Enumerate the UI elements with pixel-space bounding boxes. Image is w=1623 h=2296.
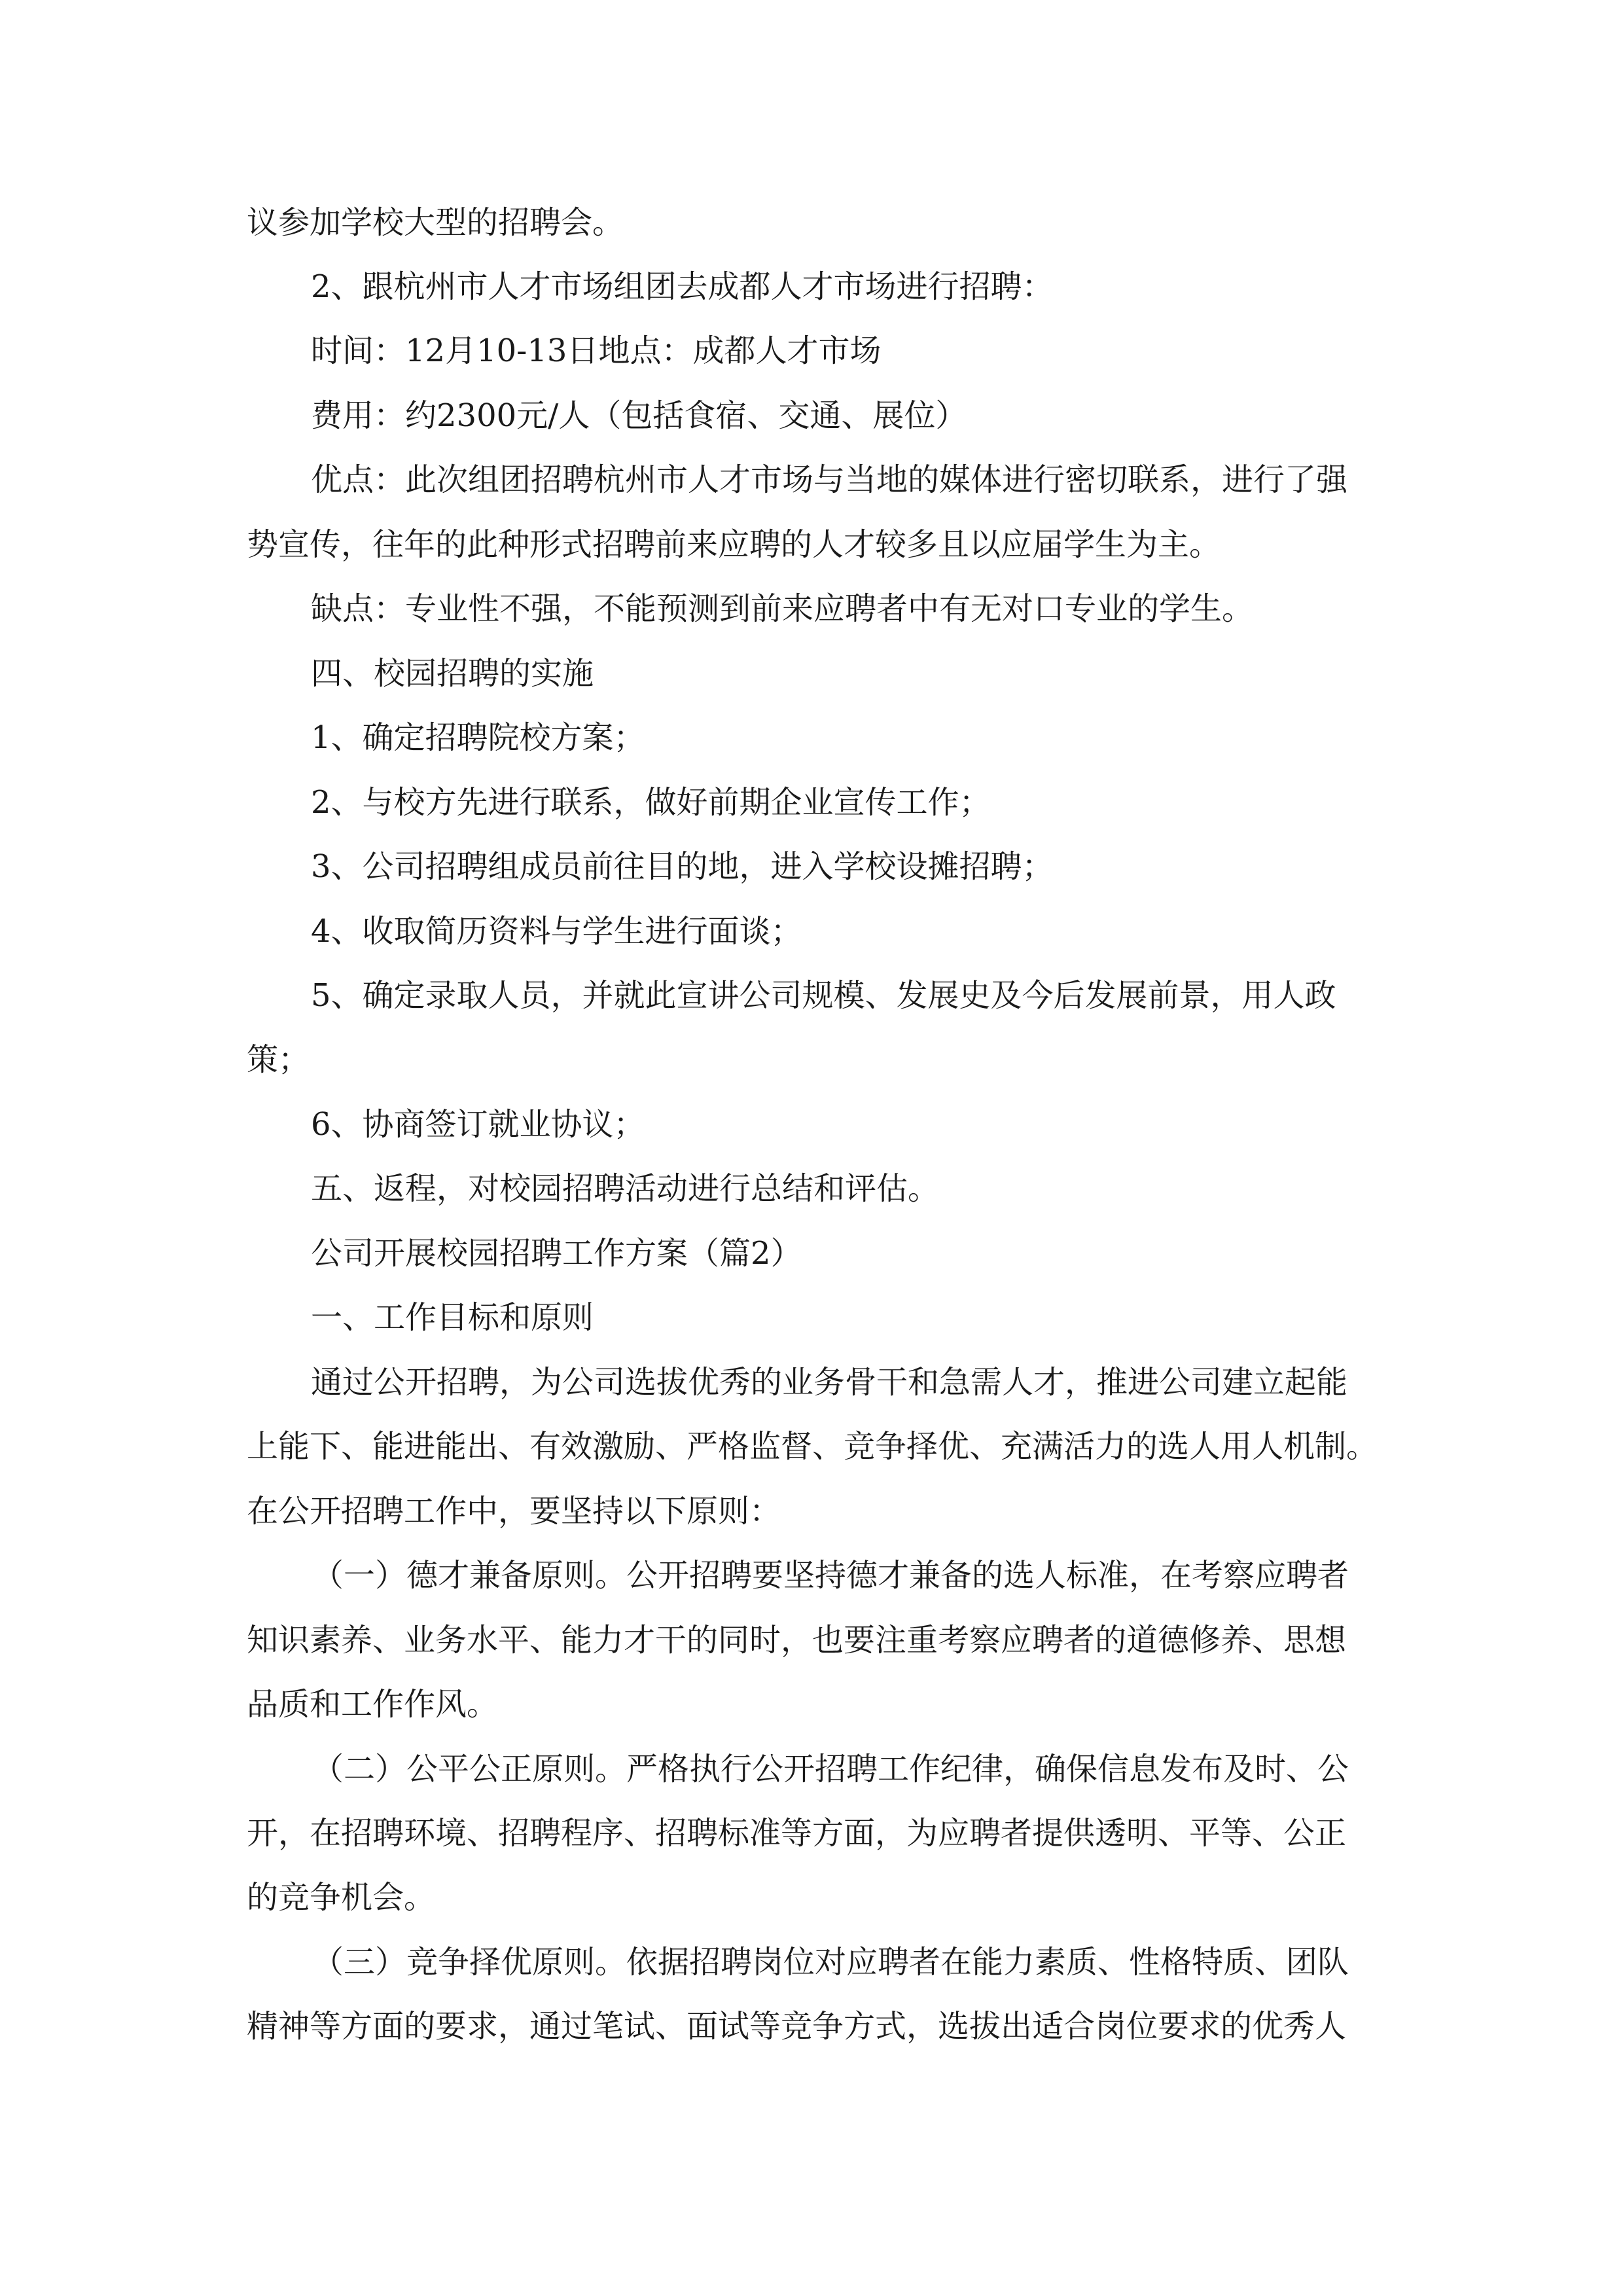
- section-heading: 一、工作目标和原则: [311, 1299, 594, 1336]
- text-line: 时间：12月10-13日地点：成都人才市场: [311, 332, 882, 369]
- text-line: 优点：此次组团招聘杭州市人才市场与当地的媒体进行密切联系，进行了强: [311, 461, 1348, 498]
- text-line: 1、确定招聘院校方案；: [311, 719, 645, 756]
- text-line: 4、收取简历资料与学生进行面谈；: [311, 913, 802, 950]
- text-line: （二）公平公正原则。严格执行公开招聘工作纪律，确保信息发布及时、公: [312, 1751, 1349, 1787]
- text-line: 2、跟杭州市人才市场组团去成都人才市场进行招聘：: [311, 268, 1054, 305]
- text-line: 费用：约2300元/人（包括食宿、交通、展位）: [311, 397, 967, 434]
- text-line: 势宣传，往年的此种形式招聘前来应聘的人才较多且以应届学生为主。: [247, 526, 1221, 563]
- text-line: 缺点：专业性不强，不能预测到前来应聘者中有无对口专业的学生。: [311, 590, 1254, 627]
- text-line: 精神等方面的要求，通过笔试、面试等竞争方式，选拔出适合岗位要求的优秀人: [247, 2008, 1347, 2045]
- text-line: 策；: [247, 1041, 310, 1078]
- text-line: 的竞争机会。: [247, 1879, 436, 1916]
- text-line: 品质和工作作风。: [247, 1686, 499, 1723]
- section-heading: 五、返程，对校园招聘活动进行总结和评估。: [311, 1170, 940, 1207]
- text-line: 知识素养、业务水平、能力才干的同时，也要注重考察应聘者的道德修养、思想: [247, 1622, 1347, 1659]
- text-line: 2、与校方先进行联系，做好前期企业宣传工作；: [311, 784, 991, 821]
- text-line: 开，在招聘环境、招聘程序、招聘标准等方面，为应聘者提供透明、平等、公正: [247, 1815, 1347, 1852]
- text-line: 3、公司招聘组成员前往目的地，进入学校设摊招聘；: [311, 848, 1054, 885]
- section-heading: 四、校园招聘的实施: [311, 655, 594, 692]
- document-title: 公司开展校园招聘工作方案（篇2）: [311, 1235, 802, 1272]
- text-line: 6、协商签订就业协议；: [311, 1106, 645, 1143]
- text-line: 通过公开招聘，为公司选拔优秀的业务骨干和急需人才，推进公司建立起能: [311, 1364, 1348, 1401]
- text-line: （一）德才兼备原则。公开招聘要坚持德才兼备的选人标准，在考察应聘者: [312, 1557, 1349, 1594]
- text-line: 上能下、能进能出、有效激励、严格监督、竞争择优、充满活力的选人用人机制。: [247, 1428, 1378, 1465]
- text-line: （三）竞争择优原则。依据招聘岗位对应聘者在能力素质、性格特质、团队: [312, 1944, 1349, 1981]
- text-line: 议参加学校大型的招聘会。: [247, 204, 624, 241]
- text-line: 在公开招聘工作中，要坚持以下原则：: [247, 1493, 781, 1530]
- text-line: 5、确定录取人员，并就此宣讲公司规模、发展史及今后发展前景，用人政: [311, 977, 1336, 1014]
